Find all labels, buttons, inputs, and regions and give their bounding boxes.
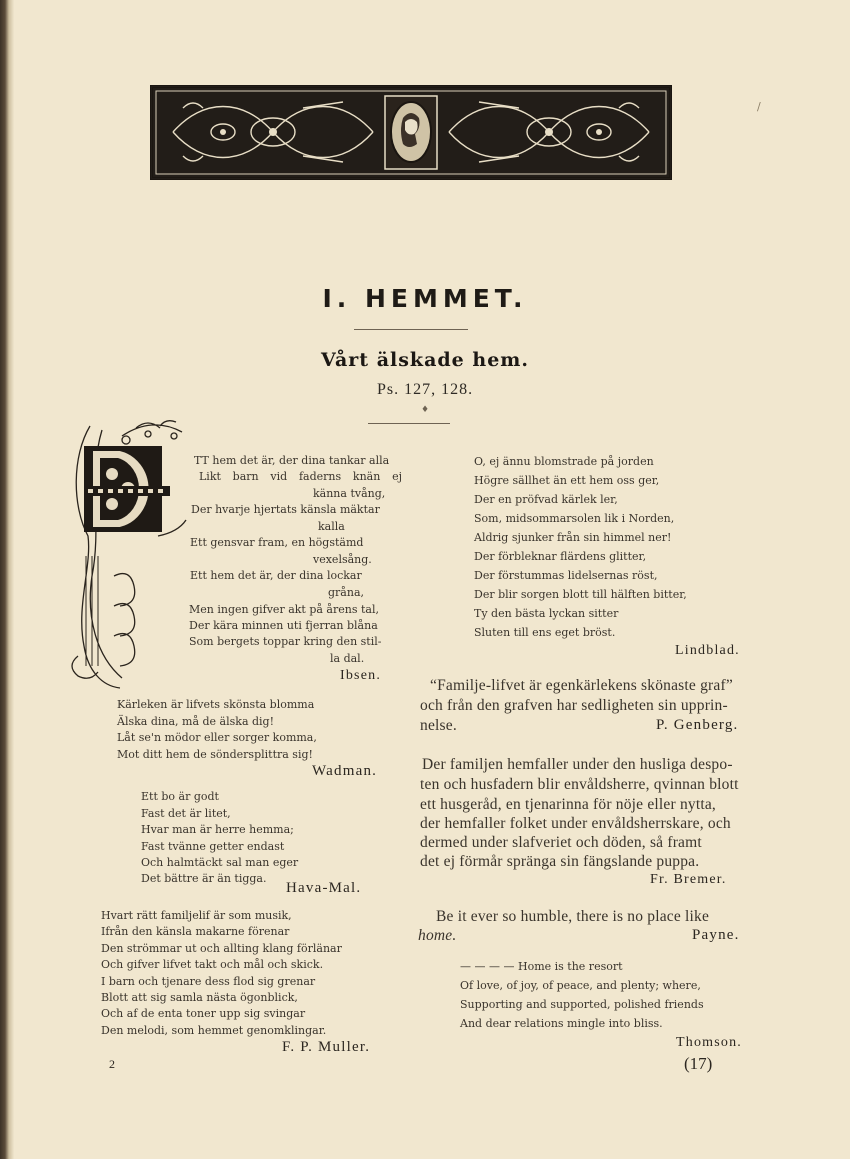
ibsen-line: Likt barn vid faderns knän ej [199,470,402,483]
wadman-line: Kärleken är lifvets skönsta blomma [117,698,315,711]
genberg-line: och från den grafven har sedligheten sin upprin- [420,697,728,714]
author-muller: F. P. Muller. [282,1039,371,1055]
title-divider [354,329,468,330]
author-thomson: Thomson. [676,1035,742,1050]
lindblad-line: Der blir sorgen blott till hälften bitter, [474,588,687,601]
payne-line: Be it ever so humble, there is no place like [436,908,710,925]
author-ibsen: Ibsen. [340,668,382,683]
muller-line: Blott att sig samla nästa ögonblick, [101,991,298,1004]
ibsen-line: Som bergets toppar kring den stil- [189,635,382,648]
edge-mark: / [757,100,761,113]
lindblad-line: Der förstummas lidelsernas röst, [474,569,658,582]
ibsen-line: Ett hem det är, der dina lockar [190,569,362,582]
decorated-initial [62,416,190,694]
havamal-line: Fast det är litet, [141,807,231,820]
ornament-dot: ♦ [421,405,430,415]
ibsen-line: gråna, [328,586,364,599]
thomson-line: And dear relations mingle into bliss. [460,1017,663,1030]
havamal-line: Ett bo är godt [141,790,219,803]
lindblad-line: Som, midsommarsolen lik i Norden, [474,512,675,525]
decorated-initial-d-illustration [62,416,190,694]
psalm-reference: Ps. 127, 128. [376,381,474,398]
page-number-left: 2 [109,1057,115,1071]
author-havamal: Hava-Mal. [286,880,362,896]
muller-line: I barn och tjenare dess flod sig grenar [101,975,316,988]
lindblad-line: Ty den bästa lyckan sitter [474,607,619,620]
lindblad-line: Der en pröfvad kärlek ler, [474,493,618,506]
havamal-line: Det bättre är än tigga. [141,872,267,885]
lindblad-line: Der förbleknar flärdens glitter, [474,550,647,563]
bremer-line: det ej förmår spränga sin fängslande puppa. [420,853,700,870]
ibsen-line: vexelsång. [313,553,372,566]
decorative-header-banner [150,85,672,180]
thomson-line: Supporting and supported, polished friends [460,998,704,1011]
genberg-line: nelse. [420,717,457,734]
ibsen-line: Men ingen gifver akt på årens tal, [189,603,379,616]
ibsen-line: kalla [318,520,345,533]
wadman-line: Låt se'n mödor eller sorger komma, [117,731,317,744]
subtitle-divider [368,423,450,424]
lindblad-line: O, ej ännu blomstrade på jorden [474,455,654,468]
ibsen-line: TT hem det är, der dina tankar alla [194,454,390,467]
ibsen-line: känna tvång, [313,487,386,500]
thomson-line: — — — — Home is the resort [460,960,623,973]
wadman-line: Mot ditt hem de söndersplittra sig! [117,748,313,761]
lindblad-line: Aldrig sjunker från sin himmel ner! [474,531,672,544]
bremer-line: Der familjen hemfaller under den husliga despo- [422,756,733,773]
payne-line: home. [418,927,457,944]
muller-line: Hvart rätt familjelif är som musik, [101,909,292,922]
thomson-line: Of love, of joy, of peace, and plenty; where, [460,979,701,992]
author-payne: Payne. [692,927,740,943]
lindblad-line: Sluten till ens eget bröst. [474,626,616,639]
bremer-line: ten och husfadern blir envåldsherre, qvinnan blott [420,776,739,793]
page-number-right: (17) [684,1054,713,1073]
genberg-line: “Familje-lifvet är egenkärlekens skönaste graf” [430,677,733,694]
section-title: Vårt älskade hem. [320,349,530,371]
ibsen-line: Ett gensvar fram, en högstämd [190,536,364,549]
havamal-line: Hvar man är herre hemma; [141,823,294,836]
ibsen-line: la dal. [330,652,365,665]
wadman-line: Älska dina, må de älska dig! [117,715,275,728]
ibsen-line: Der kära minnen uti fjerran blåna [189,619,378,632]
bremer-line: ett husgeråd, en tjenarinna för nöje eller nytta, [420,796,717,813]
ibsen-line: Der hvarje hjertats känsla mäktar [191,503,380,516]
muller-line: Och af de enta toner upp sig svingar [101,1007,306,1020]
author-bremer: Fr. Bremer. [650,872,727,887]
book-spine-shadow [0,0,14,1159]
author-lindblad: Lindblad. [675,643,740,658]
havamal-line: Fast tvänne getter endast [141,840,285,853]
author-genberg: P. Genberg. [656,717,739,733]
author-wadman: Wadman. [312,763,378,779]
muller-line: Den strömmar ut och allting klang förlänar [101,942,342,955]
muller-line: Ifrån den känsla makarne förenar [101,925,290,938]
bremer-line: dermed under slafveriet och döden, så framt [420,834,702,851]
lindblad-line: Högre sällhet än ett hem oss ger, [474,474,660,487]
muller-line: Och gifver lifvet takt och mål och skick. [101,958,324,971]
bremer-line: der hemfaller folket under envåldsherrskare, och [420,815,731,832]
havamal-line: Och halmtäckt sal man eger [141,856,299,869]
chapter-title: I. HEMMET. [322,284,528,313]
muller-line: Den melodi, som hemmet genomklingar. [101,1024,327,1037]
banner-ornament-illustration [153,88,669,177]
